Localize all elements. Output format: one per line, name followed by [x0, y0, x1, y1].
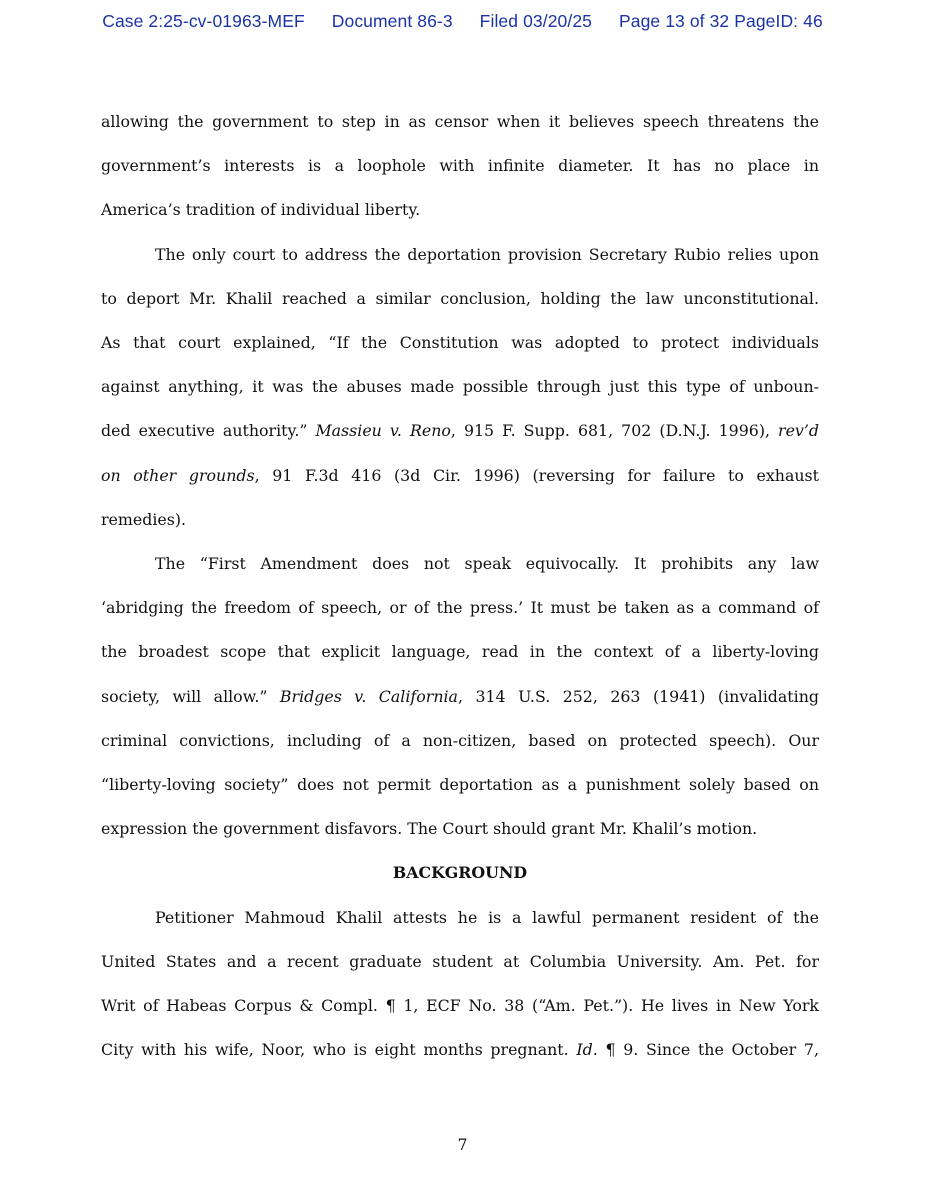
- text-line: The “First Amendment does not speak equivocally. It prohibits any law: [155, 554, 819, 574]
- text-line: allowing the government to step in as censor when it believes speech threatens the: [101, 112, 819, 131]
- section-heading: BACKGROUND: [392, 863, 528, 883]
- text-line: “liberty-loving society” does not permit deportation as a punishment solely based on: [101, 775, 819, 795]
- text-line: United States and a recent graduate student at Columbia University. Am. Pet. for: [101, 951, 819, 971]
- text-line: government’s interests is a loophole with infinite diameter. It has no place in: [101, 156, 819, 176]
- text-line: The only court to address the deportation provision Secretary Rubio relies upon: [155, 244, 819, 264]
- text-line: on other grounds, 91 F.3d 416 (3d Cir. 1996) (reversing for failure to exhaust: [101, 465, 819, 485]
- filed-date: Filed 03/20/25: [479, 11, 592, 31]
- text-line: ded executive authority.” Massieu v. Reno, 915 F. Supp. 681, 702 (D.N.J. 1996), rev’d: [101, 421, 819, 441]
- text-line: As that court explained, “If the Constitution was adopted to protect individuals: [101, 333, 819, 353]
- text-line: against anything, it was the abuses made possible through just this type of unboun-: [101, 377, 819, 397]
- case-number: Case 2:25-cv-01963-MEF: [102, 11, 305, 31]
- text-line: expression the government disfavors. The Court should grant Mr. Khalil’s motion.: [101, 819, 758, 839]
- document-number: Document 86-3: [331, 11, 453, 31]
- text-line: America’s tradition of individual liberty.: [101, 200, 421, 220]
- document-body: [101, 100, 819, 1072]
- paragraph: [101, 233, 819, 542]
- text-line: Petitioner Mahmoud Khalil attests he is a lawful permanent resident of the: [155, 907, 819, 927]
- text-line: society, will allow.” Bridges v. California, 314 U.S. 252, 263 (1941) (invalidating: [101, 686, 819, 706]
- text-line: Writ of Habeas Corpus & Compl. ¶ 1, ECF No. 38 (“Am. Pet.”). He lives in New York: [101, 996, 819, 1016]
- paragraph: [101, 542, 819, 851]
- text-line: the broadest scope that explicit language, read in the context of a liberty-loving: [101, 642, 819, 662]
- paragraph: [101, 100, 819, 233]
- page-number: 7: [457, 1135, 468, 1154]
- page-id: Page 13 of 32 PageID: 46: [618, 11, 823, 31]
- text-line: remedies).: [101, 509, 187, 529]
- text-line: to deport Mr. Khalil reached a similar conclusion, holding the law unconstitutional.: [101, 288, 819, 308]
- text-line: City with his wife, Noor, who is eight months pregnant. Id. ¶ 9. Since the October 7,: [101, 1040, 819, 1060]
- text-line: ‘abridging the freedom of speech, or of the press.’ It must be taken as a command of: [101, 598, 819, 618]
- ecf-header: [0, 11, 925, 32]
- paragraph: [101, 896, 819, 1073]
- text-line: criminal convictions, including of a non-citizen, based on protected speech). Our: [101, 730, 819, 750]
